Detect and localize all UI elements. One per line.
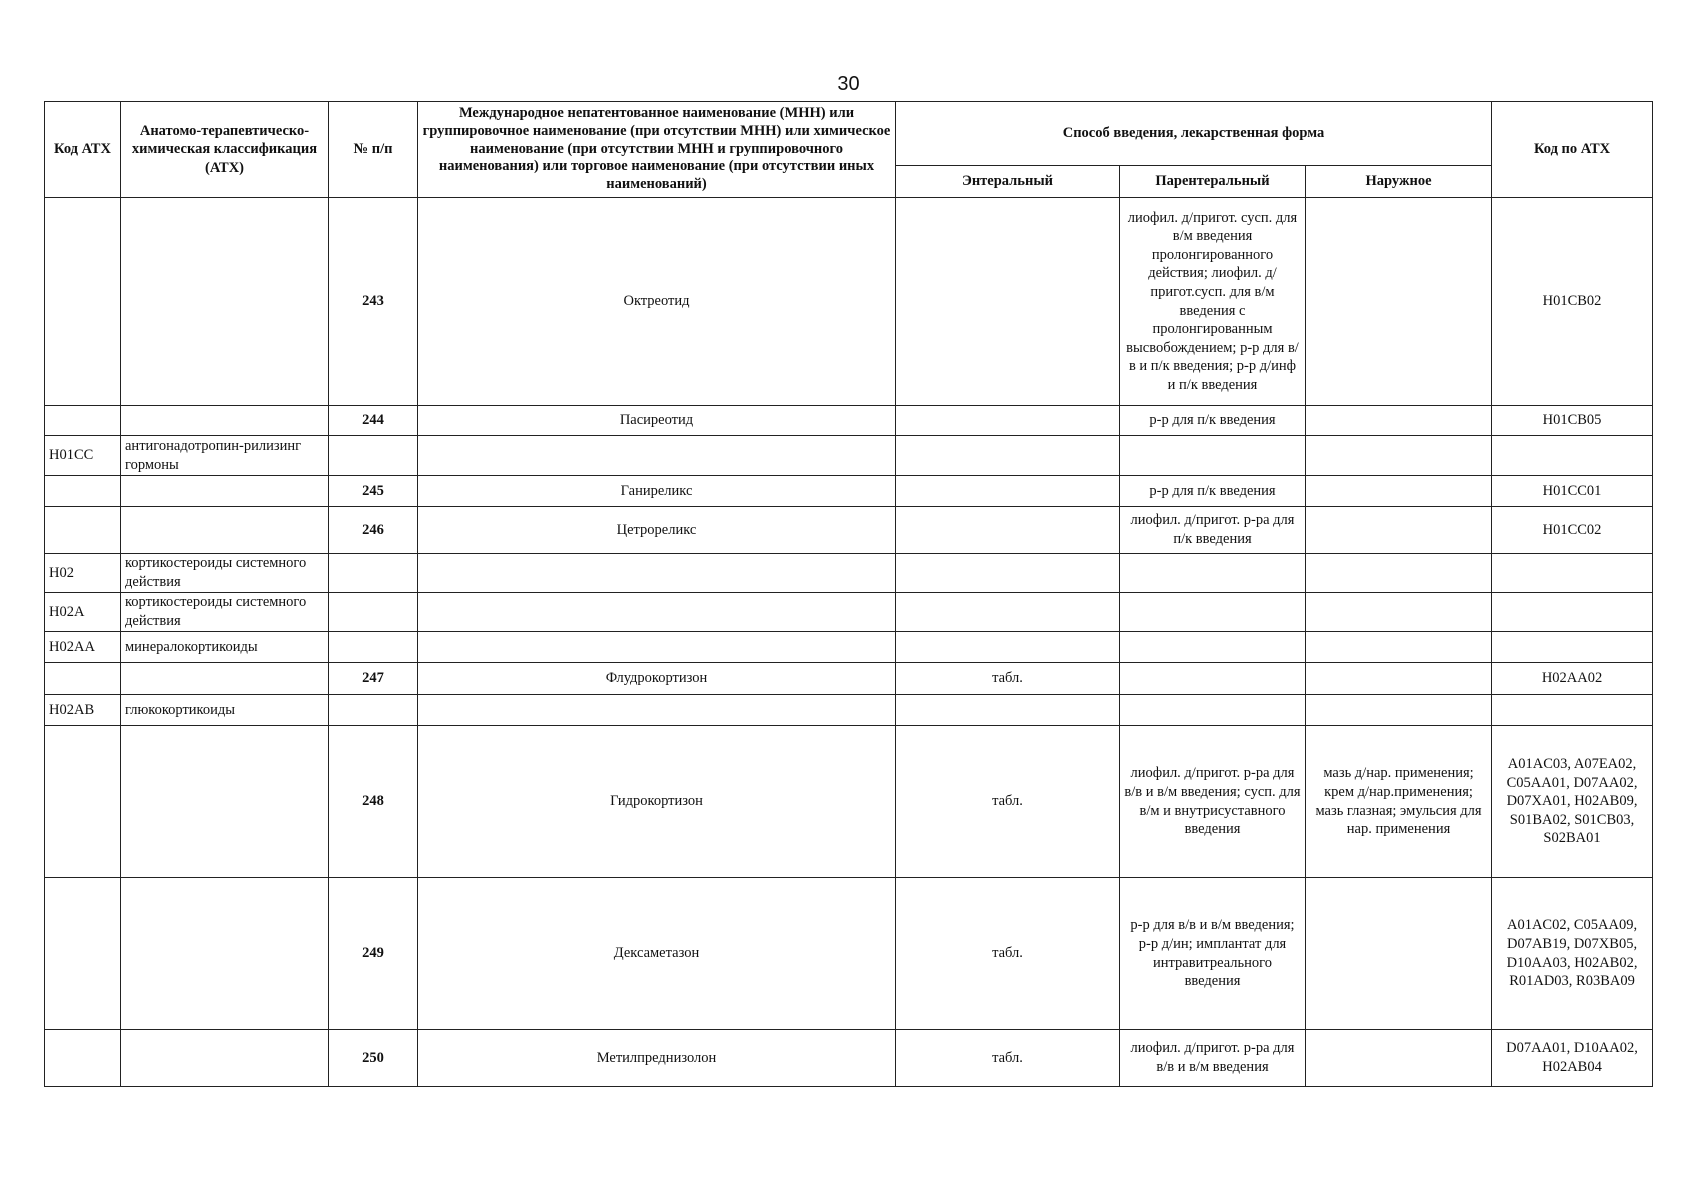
table-row [45,726,1653,878]
classification-cell [121,878,329,1030]
external-cell [1306,476,1492,507]
header-parenteral: Парентеральный [1120,166,1306,198]
enteral-cell: табл. [896,663,1120,695]
number-cell [329,554,418,593]
external-cell [1306,632,1492,663]
atx-code-cell [45,878,121,1030]
drug-name-cell: Пасиреотид [418,406,896,436]
external-cell [1306,198,1492,406]
drug-name-cell [418,695,896,726]
drug-name-cell: Гидрокортизон [418,726,896,878]
parenteral-cell: р-р для п/к введения [1120,406,1306,436]
atx-code-cell [45,406,121,436]
atx-code-list-cell: A01AC03, A07EA02, C05AA01, D07AA02, D07XA01, H02AB09, S01BA02, S01CB03, S02BA01 [1492,726,1653,878]
atx-code-cell: H02AA [45,632,121,663]
table-row [45,1030,1653,1087]
enteral-cell: табл. [896,1030,1120,1087]
external-cell [1306,406,1492,436]
drug-name-cell: Октреотид [418,198,896,406]
table-row [45,878,1653,1030]
atx-code-cell [45,663,121,695]
header-code-atx: Код АТХ [45,102,121,198]
enteral-cell: табл. [896,726,1120,878]
atx-code-list-cell [1492,695,1653,726]
table-row [45,695,1653,726]
classification-cell [121,476,329,507]
drug-name-cell [418,554,896,593]
table-row [45,593,1653,632]
table-row [45,507,1653,554]
enteral-cell [896,554,1120,593]
classification-cell [121,663,329,695]
classification-cell: кортикостероиды системного действия [121,593,329,632]
parenteral-cell: лиофил. д/пригот. р-ра для в/в и в/м введения; сусп. для в/м и внутрисуставного введения [1120,726,1306,878]
parenteral-cell [1120,632,1306,663]
number-cell: 250 [329,1030,418,1087]
atx-code-cell [45,476,121,507]
drug-name-cell [418,632,896,663]
enteral-cell [896,476,1120,507]
atx-code-cell [45,507,121,554]
parenteral-cell [1120,593,1306,632]
external-cell: мазь д/нар. применения; крем д/нар.применения; мазь глазная; эмульсия для нар. применения [1306,726,1492,878]
atx-code-list-cell [1492,593,1653,632]
classification-cell [121,507,329,554]
table-row [45,436,1653,476]
atx-code-list-cell: H02AA02 [1492,663,1653,695]
number-cell: 246 [329,507,418,554]
parenteral-cell [1120,695,1306,726]
classification-cell: антигонадотропин-рилизинг гормоны [121,436,329,476]
atx-code-cell: H02 [45,554,121,593]
external-cell [1306,507,1492,554]
header-external: Наружное [1306,166,1492,198]
parenteral-cell: лиофил. д/пригот. сусп. для в/м введения пролонгированного действия; лиофил. д/пригот.сусп. для в/м введения с пролонгированным высвобождением; р-р для в/в и п/к введения; р-р д/инф и п/к введения [1120,198,1306,406]
table-row [45,406,1653,436]
parenteral-cell: р-р для п/к введения [1120,476,1306,507]
classification-cell: кортикостероиды системного действия [121,554,329,593]
number-cell [329,593,418,632]
atx-code-list-cell: A01AC02, C05AA09, D07AB19, D07XB05, D10AA03, H02AB02, R01AD03, R03BA09 [1492,878,1653,1030]
atx-code-list-cell [1492,436,1653,476]
number-cell: 248 [329,726,418,878]
number-cell: 243 [329,198,418,406]
external-cell [1306,554,1492,593]
classification-cell: минералокортикоиды [121,632,329,663]
parenteral-cell: лиофил. д/пригот. р-ра для п/к введения [1120,507,1306,554]
table-row [45,198,1653,406]
classification-cell [121,406,329,436]
table-body [45,198,1653,1087]
enteral-cell [896,198,1120,406]
parenteral-cell [1120,554,1306,593]
enteral-cell [896,436,1120,476]
atx-code-cell [45,726,121,878]
header-route-group: Способ введения, лекарственная форма [896,102,1492,166]
number-cell: 249 [329,878,418,1030]
atx-code-cell [45,198,121,406]
atx-code-list-cell [1492,632,1653,663]
atx-code-cell: H02AB [45,695,121,726]
header-number: № п/п [329,102,418,198]
header-name: Международное непатентованное наименование (МНН) или группировочное наименование (при отсутствии МНН) или химическое наименование (при отсутствии МНН и группировочного наименования) или торговое наименование (при отсутствии иных наименований) [418,102,896,198]
external-cell [1306,878,1492,1030]
page-number: 30 [837,73,860,95]
external-cell [1306,436,1492,476]
atx-code-list-cell [1492,554,1653,593]
drug-name-cell: Метилпреднизолон [418,1030,896,1087]
table-header [45,102,1653,198]
enteral-cell [896,695,1120,726]
parenteral-cell [1120,436,1306,476]
header-classification: Анатомо-терапевтическо-химическая классификация (АТХ) [121,102,329,198]
classification-cell: глюкокортикоиды [121,695,329,726]
number-cell [329,632,418,663]
atx-code-list-cell: H01CC01 [1492,476,1653,507]
drug-name-cell: Дексаметазон [418,878,896,1030]
atx-code-cell [45,1030,121,1087]
classification-cell [121,726,329,878]
number-cell [329,436,418,476]
number-cell: 247 [329,663,418,695]
classification-cell [121,198,329,406]
enteral-cell [896,507,1120,554]
drug-name-cell [418,436,896,476]
atx-code-list-cell: H01CB05 [1492,406,1653,436]
header-atx-code: Код по АТХ [1492,102,1653,198]
parenteral-cell: р-р для в/в и в/м введения; р-р д/ин; имплантат для интравитреального введения [1120,878,1306,1030]
atx-code-cell: H01CC [45,436,121,476]
table-row [45,632,1653,663]
parenteral-cell: лиофил. д/пригот. р-ра для в/в и в/м введения [1120,1030,1306,1087]
table-row [45,476,1653,507]
number-cell: 245 [329,476,418,507]
atx-code-cell: H02A [45,593,121,632]
enteral-cell: табл. [896,878,1120,1030]
external-cell [1306,695,1492,726]
external-cell [1306,593,1492,632]
number-cell [329,695,418,726]
atx-code-list-cell: H01CB02 [1492,198,1653,406]
number-cell: 244 [329,406,418,436]
drug-name-cell [418,593,896,632]
drug-name-cell: Флудрокортизон [418,663,896,695]
table-row [45,554,1653,593]
atx-code-list-cell: H01CC02 [1492,507,1653,554]
enteral-cell [896,632,1120,663]
drug-name-cell: Цетрореликс [418,507,896,554]
header-enteral: Энтеральный [896,166,1120,198]
enteral-cell [896,593,1120,632]
parenteral-cell [1120,663,1306,695]
classification-cell [121,1030,329,1087]
atx-code-list-cell: D07AA01, D10AA02, H02AB04 [1492,1030,1653,1087]
table-row [45,663,1653,695]
external-cell [1306,1030,1492,1087]
drug-name-cell: Ганиреликс [418,476,896,507]
external-cell [1306,663,1492,695]
atx-table [44,101,1653,1087]
enteral-cell [896,406,1120,436]
